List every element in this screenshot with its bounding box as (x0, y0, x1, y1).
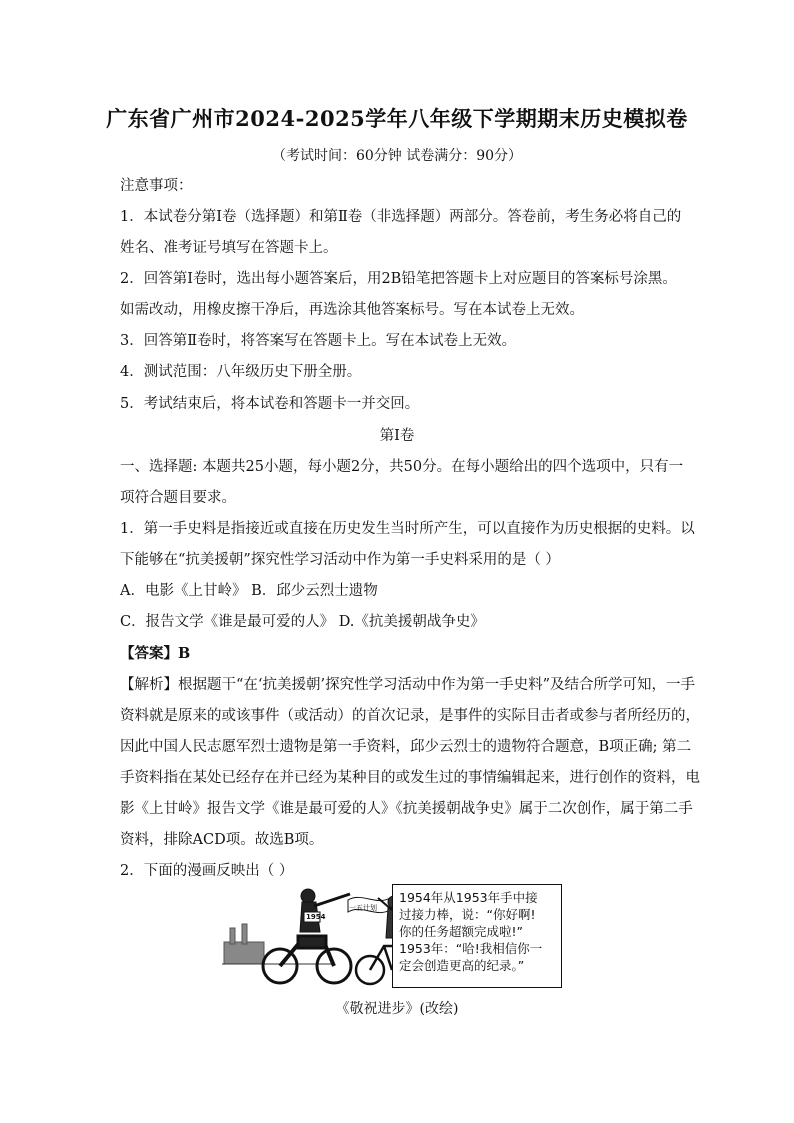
notes-line: 如需改动，用橡皮擦干净后，再选涂其他答案标号。写在本试卷上无效。 (120, 302, 584, 318)
page-title: 广东省广州市2024-2025学年八年级下学期期末历史模拟卷 (106, 106, 688, 131)
plate-label: 1954 (306, 913, 326, 921)
question-1-answer: 【答案】B (120, 645, 191, 662)
notes-line: 1．本试卷分第Ⅰ卷（选择题）和第Ⅱ卷（非选择题）两部分。答卷前，考生务必将自己的 (120, 209, 682, 225)
question-1-stem: 1．第一手史料是指接近或直接在历史发生当时所产生，可以直接作为历史根据的史料。以 (120, 521, 695, 537)
notes-line: 3．回答第Ⅱ卷时，将答案写在答题卡上。写在本试卷上无效。 (120, 333, 517, 349)
section-intro: 项符合题目要求。 (120, 490, 236, 506)
section-heading: 第Ⅰ卷 (379, 428, 415, 444)
question-1-analysis: 资料就是原来的或该事件（或活动）的首次记录，是事件的实际目击者或参与者所经历的， (120, 708, 700, 724)
exam-info: （考试时间：60分钟 试卷满分：90分） (271, 148, 523, 164)
question-1-analysis: 【解析】根据题干“在‘抗美援朝’探究性学习活动中作为第一手史料”及结合所学可知，一手 (120, 677, 696, 693)
question-1-analysis: 影《上甘岭》报告文学《谁是最可爱的人》《抗美援朝战争史》属于二次创作，属于第二手 (120, 801, 693, 817)
notes-line: 2．回答第Ⅰ卷时，选出每小题答案后，用2B铅笔把答题卡上对应题目的答案标号涂黑。 (120, 271, 677, 287)
notes-line: 4．测试范围：八年级历史下册全册。 (120, 364, 362, 380)
notes-heading: 注意事项： (120, 178, 193, 194)
cartoon-caption: 《敬祝进步》(改绘) (335, 1001, 459, 1017)
question-1-analysis: 手资料指在某处已经存在并已经为某种目的或发生过的事情编辑起来，进行创作的资料，电 (120, 770, 700, 786)
question-1-analysis: 因此中国人民志愿军烈士遗物是第一手资料，邱少云烈士的遗物符合题意，B项正确; 第二 (120, 739, 692, 755)
speech-line: 1953年：“哈!我相信你一 (399, 941, 543, 956)
baton-label: 一五计划 (349, 904, 377, 912)
notes-line: 5．考试结束后，将本试卷和答题卡一并交回。 (120, 396, 420, 412)
question-2-stem: 2．下面的漫画反映出（ ） (120, 863, 294, 879)
notes-line: 姓名、准考证号填写在答题卡上。 (120, 240, 338, 256)
speech-bubble (392, 884, 562, 988)
question-1-analysis: 资料，排除ACD项。故选B项。 (120, 832, 324, 848)
speech-line: 1954年从1953年手中接 (399, 890, 538, 905)
speech-line: 过接力棒，说：“你好啊! (399, 907, 536, 922)
speech-line: 定会创造更高的纪录。” (399, 958, 525, 973)
motorcyclist-figure (300, 889, 350, 932)
question-1-stem: 下能够在“抗美援朝”探究性学习活动中作为第一手史料采用的是（ ） (120, 552, 560, 568)
section-intro: 一、选择题: 本题共25小题，每小题2分，共50分。在每小题给出的四个选项中，只有一 (120, 459, 684, 475)
question-1-options: A．电影《上甘岭》 B．邱少云烈士遗物 (120, 583, 378, 599)
motorcycle-icon (263, 936, 351, 983)
speech-line: 你的任务超额完成啦!” (399, 924, 523, 939)
question-1-options: C．报告文学《谁是最可爱的人》 D.《抗美援朝战争史》 (120, 614, 485, 630)
